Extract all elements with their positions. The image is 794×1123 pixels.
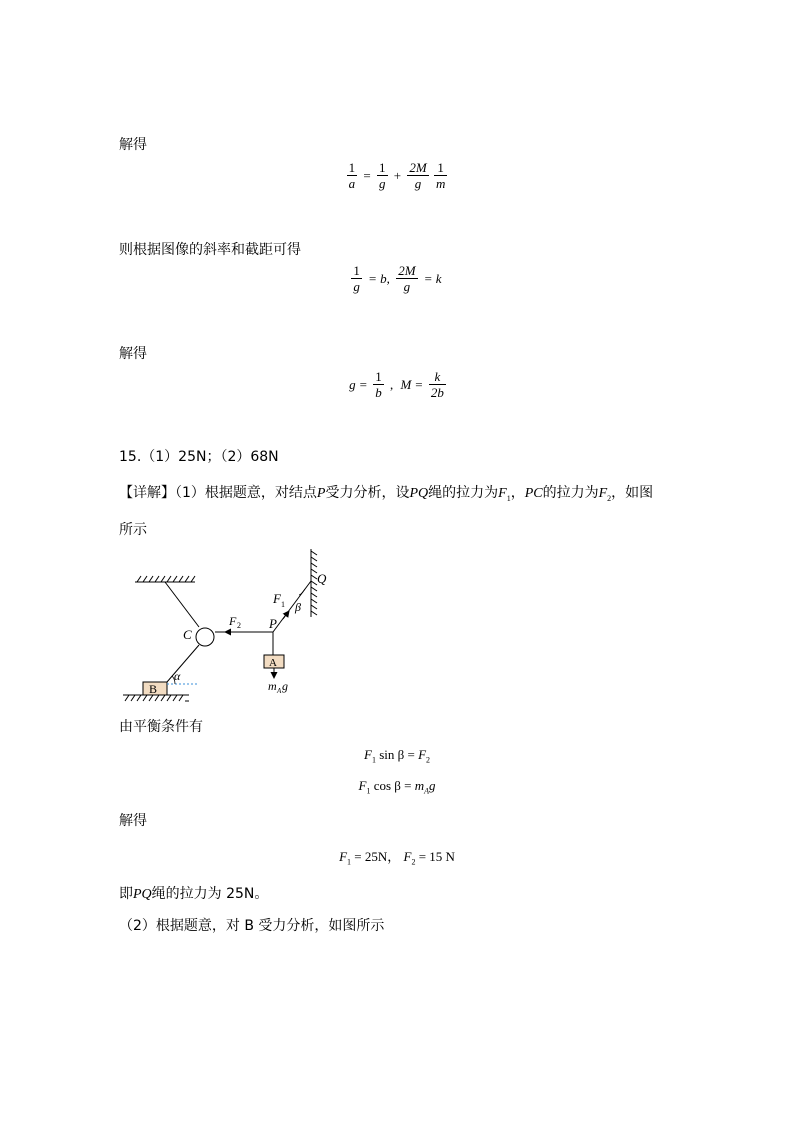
label-a: A xyxy=(269,657,277,669)
equation-5: $F_1$ $\cos \beta = m_Ag$ xyxy=(358,778,436,796)
label-b: B xyxy=(149,682,158,696)
detail-line-2: 所示 xyxy=(119,522,147,538)
conclusion-text: 即PQ绳的拉力为 25N。 xyxy=(119,886,269,902)
f1-arrow xyxy=(283,611,289,619)
label-m-sub: A xyxy=(277,687,282,695)
label-q: Q xyxy=(317,571,327,586)
label-g: g xyxy=(282,679,288,693)
pulley xyxy=(196,628,214,646)
equation-1: $\frac{1}{a}$ = $\frac{1}{g}$ + $\frac{2M}{g}$ $\frac{1}{m}$ xyxy=(348,160,446,191)
label-m: m xyxy=(268,679,277,693)
label-beta: β xyxy=(295,600,301,614)
label-f1-sub: 1 xyxy=(281,600,285,609)
label-p: P xyxy=(269,616,277,631)
solve-label: 解得 xyxy=(119,813,147,829)
solve-label: 解得 xyxy=(119,137,147,153)
equation-2: $\frac{1}{g}$ = b, $\frac{2M}{g}$ = k xyxy=(353,263,442,294)
label-f1: F xyxy=(273,591,281,606)
equation-3: g = $\frac{1}{b}$ , M = $\frac{k}{2b}$ xyxy=(349,369,444,400)
equation-6: $F_1 = 25N$， $F_2 = 15$ N xyxy=(339,849,455,867)
equilibrium-text: 由平衡条件有 xyxy=(119,719,203,735)
slope-intercept-text: 则根据图像的斜率和截距可得 xyxy=(119,242,301,258)
label-c: C xyxy=(183,627,192,642)
part-2-text: （2）根据题意，对 B 受力分析，如图所示 xyxy=(119,918,385,934)
detail-line-1: 【详解】（1）根据题意，对结点P受力分析，设PQ绳的拉力为$F_1$，PC的拉力为$F_2$，如图 xyxy=(119,485,654,503)
rope-pq xyxy=(273,581,311,632)
label-f2: F xyxy=(229,614,237,628)
equation-4: $F_1$ $\sin \beta = F_2$ xyxy=(363,747,431,765)
answer-15: 15.（1）25N；（2）68N xyxy=(119,449,279,465)
rope-ceiling-c xyxy=(165,582,199,627)
force-diagram xyxy=(119,545,359,705)
beta-arc xyxy=(299,589,305,595)
solve-label: 解得 xyxy=(119,346,147,362)
ceiling xyxy=(135,576,195,582)
label-f2-sub: 2 xyxy=(237,621,241,630)
label-alpha: α xyxy=(174,669,181,683)
rope-b-c xyxy=(167,645,199,682)
